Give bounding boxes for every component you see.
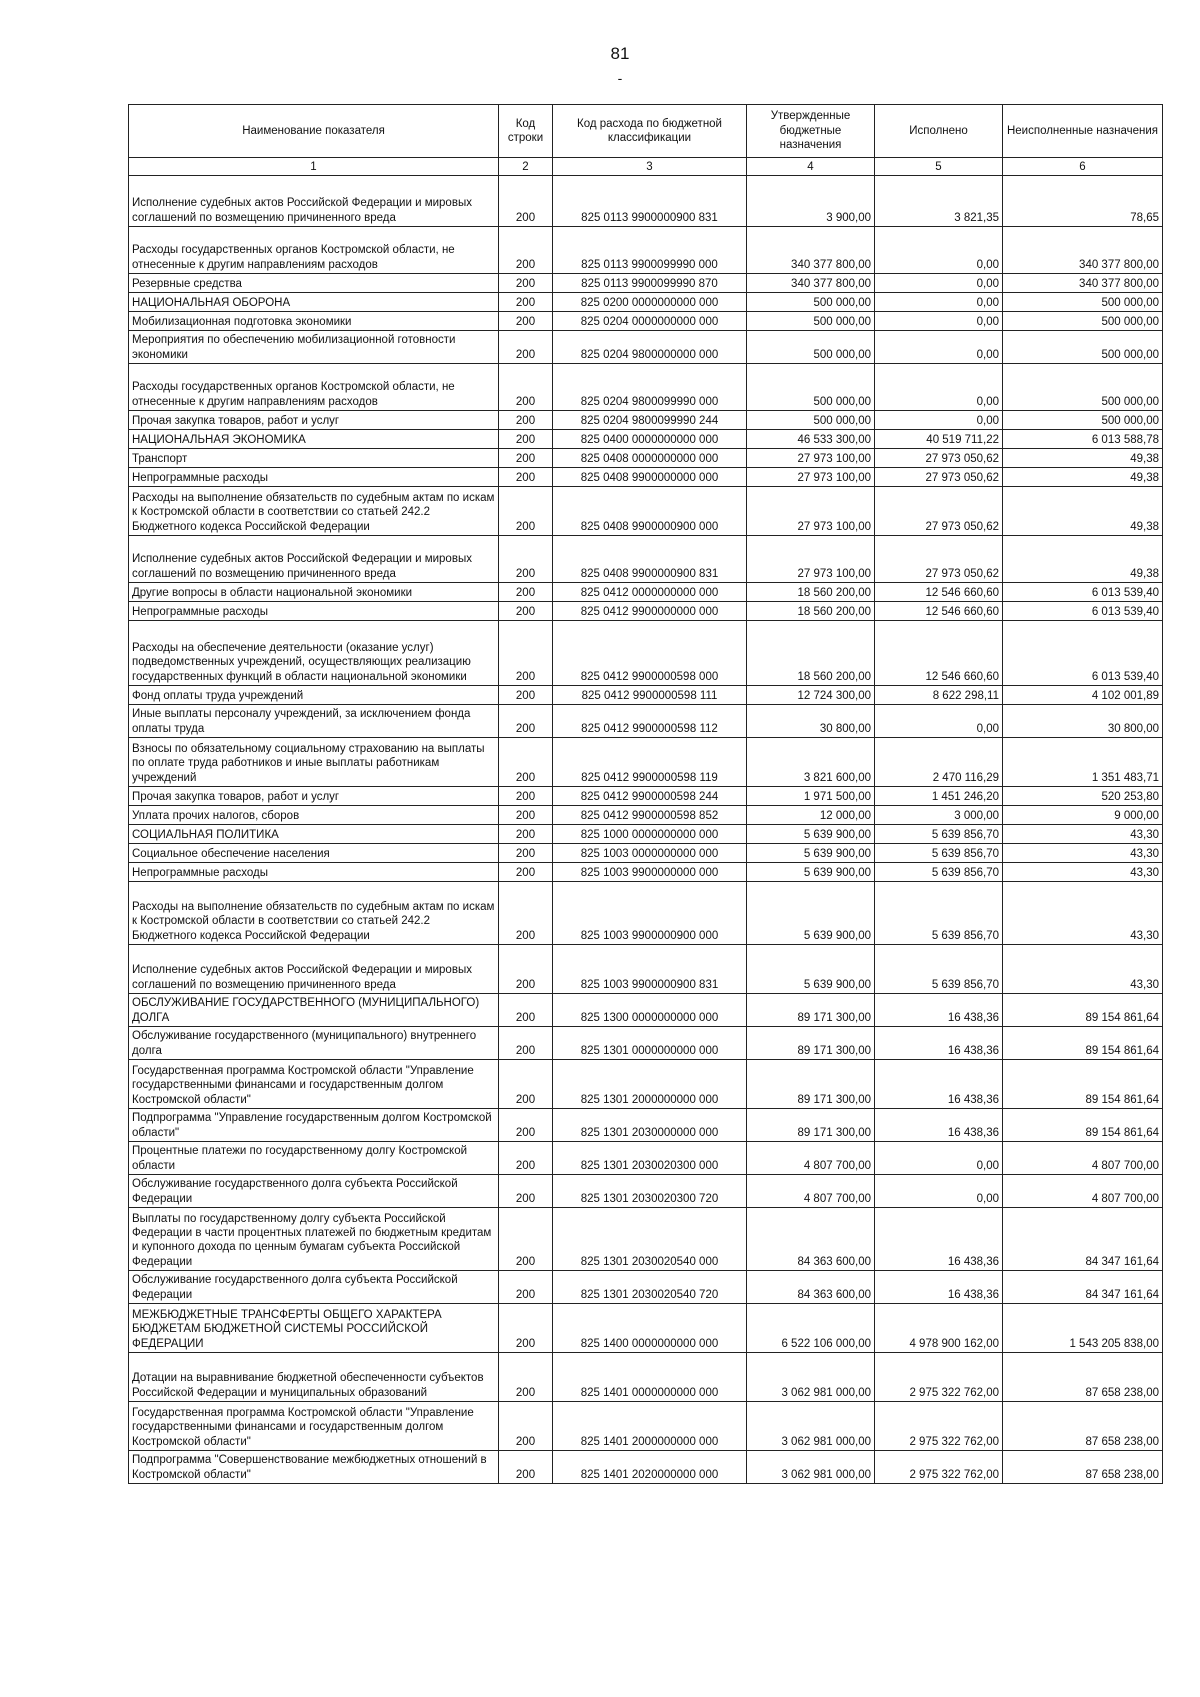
row-expense-code: 825 0400 0000000000 000 — [553, 430, 747, 449]
table-row — [129, 882, 1163, 945]
row-approved: 5 639 900,00 — [747, 882, 875, 945]
row-line-code: 200 — [499, 1060, 553, 1109]
row-executed: 4 978 900 162,00 — [875, 1304, 1003, 1353]
row-expense-code: 825 1301 2030020540 720 — [553, 1271, 747, 1304]
row-indicator-name: Исполнение судебных актов Российской Федерации и мировых соглашений по возмещению причиненного вреда — [129, 536, 499, 583]
row-approved: 27 973 100,00 — [747, 468, 875, 487]
row-line-code: 200 — [499, 738, 553, 787]
column-number: 5 — [875, 158, 1003, 176]
row-indicator-name: МЕЖБЮДЖЕТНЫЕ ТРАНСФЕРТЫ ОБЩЕГО ХАРАКТЕРА БЮДЖЕТАМ БЮДЖЕТНОЙ СИСТЕМЫ РОССИЙСКОЙ ФЕДЕРАЦИИ — [129, 1304, 499, 1353]
row-approved: 18 560 200,00 — [747, 583, 875, 602]
table-row — [129, 411, 1163, 430]
page-dash: - — [617, 70, 623, 86]
row-executed: 16 438,36 — [875, 1271, 1003, 1304]
row-line-code: 200 — [499, 1271, 553, 1304]
row-unexecuted: 43,30 — [1003, 844, 1163, 863]
row-executed: 5 639 856,70 — [875, 825, 1003, 844]
row-line-code: 200 — [499, 686, 553, 705]
row-expense-code: 825 1003 9900000900 000 — [553, 882, 747, 945]
row-approved: 500 000,00 — [747, 312, 875, 331]
row-expense-code: 825 0412 9900000598 111 — [553, 686, 747, 705]
header-executed: Исполнено — [875, 105, 1003, 158]
row-approved: 3 821 600,00 — [747, 738, 875, 787]
row-unexecuted: 1 351 483,71 — [1003, 738, 1163, 787]
row-indicator-name: Прочая закупка товаров, работ и услуг — [129, 411, 499, 430]
row-indicator-name: Мобилизационная подготовка экономики — [129, 312, 499, 331]
row-approved: 5 639 900,00 — [747, 825, 875, 844]
row-expense-code: 825 1401 2000000000 000 — [553, 1402, 747, 1451]
row-line-code: 200 — [499, 825, 553, 844]
row-executed: 27 973 050,62 — [875, 449, 1003, 468]
row-unexecuted: 87 658 238,00 — [1003, 1353, 1163, 1402]
header-unexecuted: Неисполненные назначения — [1003, 105, 1163, 158]
row-executed: 0,00 — [875, 274, 1003, 293]
row-unexecuted: 6 013 539,40 — [1003, 621, 1163, 686]
table-row — [129, 1304, 1163, 1353]
row-line-code: 200 — [499, 364, 553, 411]
table-row — [129, 825, 1163, 844]
row-approved: 4 807 700,00 — [747, 1142, 875, 1175]
row-line-code: 200 — [499, 945, 553, 994]
row-executed: 2 975 322 762,00 — [875, 1451, 1003, 1484]
row-indicator-name: Выплаты по государственному долгу субъекта Российской Федерации в части процентных платежей по бюджетным кредитам и купонного дохода по ценным бумагам субъекта Российской Федерации — [129, 1208, 499, 1271]
row-expense-code: 825 1000 0000000000 000 — [553, 825, 747, 844]
row-unexecuted: 49,38 — [1003, 487, 1163, 536]
row-line-code: 200 — [499, 602, 553, 621]
row-approved: 30 800,00 — [747, 705, 875, 738]
row-indicator-name: Государственная программа Костромской области "Управление государственными финансами и государственным долгом Костромской области" — [129, 1060, 499, 1109]
table-row — [129, 787, 1163, 806]
table-row — [129, 583, 1163, 602]
column-number: 4 — [747, 158, 875, 176]
row-approved: 27 973 100,00 — [747, 536, 875, 583]
row-expense-code: 825 1003 9900000900 831 — [553, 945, 747, 994]
table-row — [129, 1142, 1163, 1175]
row-line-code: 200 — [499, 430, 553, 449]
row-executed: 27 973 050,62 — [875, 487, 1003, 536]
row-approved: 500 000,00 — [747, 293, 875, 312]
row-executed: 5 639 856,70 — [875, 863, 1003, 882]
row-line-code: 200 — [499, 994, 553, 1027]
row-unexecuted: 89 154 861,64 — [1003, 1109, 1163, 1142]
row-indicator-name: Иные выплаты персоналу учреждений, за исключением фонда оплаты труда — [129, 705, 499, 738]
row-line-code: 200 — [499, 1402, 553, 1451]
row-line-code: 200 — [499, 705, 553, 738]
row-indicator-name: Процентные платежи по государственному долгу Костромской области — [129, 1142, 499, 1175]
table-body — [129, 176, 1163, 1484]
row-approved: 18 560 200,00 — [747, 621, 875, 686]
row-approved: 84 363 600,00 — [747, 1208, 875, 1271]
row-indicator-name: Взносы по обязательному социальному страхованию на выплаты по оплате труда работников и иные выплаты работникам учреждений — [129, 738, 499, 787]
row-executed: 1 451 246,20 — [875, 787, 1003, 806]
row-indicator-name: Государственная программа Костромской области "Управление государственными финансами и государственным долгом Костромской области" — [129, 1402, 499, 1451]
row-expense-code: 825 0408 9900000900 831 — [553, 536, 747, 583]
row-executed: 5 639 856,70 — [875, 882, 1003, 945]
row-line-code: 200 — [499, 621, 553, 686]
row-executed: 0,00 — [875, 293, 1003, 312]
row-executed: 8 622 298,11 — [875, 686, 1003, 705]
table-row — [129, 468, 1163, 487]
row-unexecuted: 4 807 700,00 — [1003, 1175, 1163, 1208]
row-approved: 340 377 800,00 — [747, 227, 875, 274]
row-approved: 89 171 300,00 — [747, 994, 875, 1027]
header-approved: Утвержденные бюджетные назначения — [747, 105, 875, 158]
row-expense-code: 825 1301 2000000000 000 — [553, 1060, 747, 1109]
row-unexecuted: 43,30 — [1003, 882, 1163, 945]
row-executed: 0,00 — [875, 1142, 1003, 1175]
row-executed: 16 438,36 — [875, 1208, 1003, 1271]
row-expense-code: 825 1401 0000000000 000 — [553, 1353, 747, 1402]
header-expense-code: Код расхода по бюджетной классификации — [553, 105, 747, 158]
row-line-code: 200 — [499, 312, 553, 331]
row-indicator-name: НАЦИОНАЛЬНАЯ ОБОРОНА — [129, 293, 499, 312]
row-executed: 16 438,36 — [875, 1060, 1003, 1109]
table-row — [129, 536, 1163, 583]
row-unexecuted: 4 102 001,89 — [1003, 686, 1163, 705]
column-number: 6 — [1003, 158, 1163, 176]
table-row — [129, 1451, 1163, 1484]
budget-execution-table — [128, 104, 1163, 1484]
row-executed: 27 973 050,62 — [875, 536, 1003, 583]
row-expense-code: 825 1301 2030020300 720 — [553, 1175, 747, 1208]
table-row — [129, 1027, 1163, 1060]
column-number: 2 — [499, 158, 553, 176]
row-executed: 0,00 — [875, 364, 1003, 411]
row-indicator-name: Транспорт — [129, 449, 499, 468]
table-row — [129, 312, 1163, 331]
row-executed: 0,00 — [875, 227, 1003, 274]
row-unexecuted: 500 000,00 — [1003, 293, 1163, 312]
table-row — [129, 1109, 1163, 1142]
row-approved: 3 062 981 000,00 — [747, 1451, 875, 1484]
row-unexecuted: 500 000,00 — [1003, 364, 1163, 411]
header-line-code: Код строки — [499, 105, 553, 158]
row-expense-code: 825 0408 0000000000 000 — [553, 449, 747, 468]
row-expense-code: 825 0204 9800099990 000 — [553, 364, 747, 411]
row-indicator-name: Обслуживание государственного долга субъекта Российской Федерации — [129, 1271, 499, 1304]
row-line-code: 200 — [499, 1142, 553, 1175]
row-unexecuted: 6 013 588,78 — [1003, 430, 1163, 449]
row-executed: 2 470 116,29 — [875, 738, 1003, 787]
row-unexecuted: 49,38 — [1003, 468, 1163, 487]
column-number: 3 — [553, 158, 747, 176]
row-indicator-name: Непрограммные расходы — [129, 468, 499, 487]
row-expense-code: 825 1401 2020000000 000 — [553, 1451, 747, 1484]
table-row — [129, 621, 1163, 686]
row-expense-code: 825 0412 9900000598 244 — [553, 787, 747, 806]
table-row — [129, 1271, 1163, 1304]
row-expense-code: 825 1003 0000000000 000 — [553, 844, 747, 863]
row-approved: 1 971 500,00 — [747, 787, 875, 806]
row-expense-code: 825 0113 9900099990 870 — [553, 274, 747, 293]
table-row — [129, 1175, 1163, 1208]
row-approved: 12 000,00 — [747, 806, 875, 825]
row-expense-code: 825 0204 9800099990 244 — [553, 411, 747, 430]
row-approved: 84 363 600,00 — [747, 1271, 875, 1304]
row-executed: 0,00 — [875, 312, 1003, 331]
row-expense-code: 825 1003 9900000000 000 — [553, 863, 747, 882]
row-indicator-name: Исполнение судебных актов Российской Федерации и мировых соглашений по возмещению причиненного вреда — [129, 945, 499, 994]
row-approved: 5 639 900,00 — [747, 844, 875, 863]
row-indicator-name: Расходы государственных органов Костромской области, не отнесенные к другим направлениям расходов — [129, 364, 499, 411]
row-line-code: 200 — [499, 882, 553, 945]
row-expense-code: 825 0408 9900000900 000 — [553, 487, 747, 536]
row-line-code: 200 — [499, 1451, 553, 1484]
row-unexecuted: 43,30 — [1003, 825, 1163, 844]
row-executed: 3 821,35 — [875, 176, 1003, 227]
row-approved: 3 062 981 000,00 — [747, 1402, 875, 1451]
row-unexecuted: 89 154 861,64 — [1003, 994, 1163, 1027]
row-indicator-name: Непрограммные расходы — [129, 863, 499, 882]
row-expense-code: 825 0204 9800000000 000 — [553, 331, 747, 364]
table-row — [129, 364, 1163, 411]
row-approved: 89 171 300,00 — [747, 1060, 875, 1109]
row-approved: 5 639 900,00 — [747, 863, 875, 882]
row-executed: 12 546 660,60 — [875, 621, 1003, 686]
row-line-code: 200 — [499, 487, 553, 536]
table-row — [129, 1208, 1163, 1271]
row-expense-code: 825 0412 0000000000 000 — [553, 583, 747, 602]
row-line-code: 200 — [499, 1109, 553, 1142]
table-row — [129, 945, 1163, 994]
row-unexecuted: 43,30 — [1003, 863, 1163, 882]
row-approved: 500 000,00 — [747, 411, 875, 430]
row-indicator-name: Обслуживание государственного (муниципального) внутреннего долга — [129, 1027, 499, 1060]
row-unexecuted: 87 658 238,00 — [1003, 1402, 1163, 1451]
row-line-code: 200 — [499, 806, 553, 825]
row-line-code: 200 — [499, 449, 553, 468]
row-approved: 46 533 300,00 — [747, 430, 875, 449]
row-indicator-name: Социальное обеспечение населения — [129, 844, 499, 863]
row-indicator-name: Расходы на обеспечение деятельности (оказание услуг) подведомственных учреждений, осуществляющих реализацию государственных функций в области национальной экономики — [129, 621, 499, 686]
row-executed: 16 438,36 — [875, 1109, 1003, 1142]
row-executed: 3 000,00 — [875, 806, 1003, 825]
row-unexecuted: 9 000,00 — [1003, 806, 1163, 825]
row-line-code: 200 — [499, 863, 553, 882]
row-executed: 16 438,36 — [875, 994, 1003, 1027]
table-row — [129, 705, 1163, 738]
row-executed: 16 438,36 — [875, 1027, 1003, 1060]
row-line-code: 200 — [499, 1353, 553, 1402]
row-indicator-name: НАЦИОНАЛЬНАЯ ЭКОНОМИКА — [129, 430, 499, 449]
table-row — [129, 430, 1163, 449]
row-approved: 5 639 900,00 — [747, 945, 875, 994]
row-expense-code: 825 0412 9900000000 000 — [553, 602, 747, 621]
row-executed: 0,00 — [875, 1175, 1003, 1208]
row-approved: 18 560 200,00 — [747, 602, 875, 621]
row-indicator-name: Уплата прочих налогов, сборов — [129, 806, 499, 825]
row-expense-code: 825 0412 9900000598 112 — [553, 705, 747, 738]
row-unexecuted: 6 013 539,40 — [1003, 583, 1163, 602]
row-expense-code: 825 0412 9900000598 000 — [553, 621, 747, 686]
row-approved: 89 171 300,00 — [747, 1109, 875, 1142]
table-row — [129, 602, 1163, 621]
row-indicator-name: Расходы государственных органов Костромской области, не отнесенные к другим направлениям расходов — [129, 227, 499, 274]
row-line-code: 200 — [499, 1208, 553, 1271]
row-unexecuted: 520 253,80 — [1003, 787, 1163, 806]
row-approved: 3 900,00 — [747, 176, 875, 227]
row-unexecuted: 43,30 — [1003, 945, 1163, 994]
row-executed: 5 639 856,70 — [875, 945, 1003, 994]
row-line-code: 200 — [499, 274, 553, 293]
row-expense-code: 825 1301 2030000000 000 — [553, 1109, 747, 1142]
row-unexecuted: 1 543 205 838,00 — [1003, 1304, 1163, 1353]
row-approved: 6 522 106 000,00 — [747, 1304, 875, 1353]
row-expense-code: 825 1400 0000000000 000 — [553, 1304, 747, 1353]
row-line-code: 200 — [499, 787, 553, 806]
row-expense-code: 825 0412 9900000598 852 — [553, 806, 747, 825]
row-line-code: 200 — [499, 1175, 553, 1208]
row-line-code: 200 — [499, 176, 553, 227]
table-row — [129, 1353, 1163, 1402]
row-indicator-name: Мероприятия по обеспечению мобилизационной готовности экономики — [129, 331, 499, 364]
row-executed: 0,00 — [875, 705, 1003, 738]
row-expense-code: 825 0204 0000000000 000 — [553, 312, 747, 331]
row-unexecuted: 49,38 — [1003, 449, 1163, 468]
row-unexecuted: 6 013 539,40 — [1003, 602, 1163, 621]
table-row — [129, 176, 1163, 227]
row-unexecuted: 340 377 800,00 — [1003, 227, 1163, 274]
row-unexecuted: 30 800,00 — [1003, 705, 1163, 738]
table-row — [129, 487, 1163, 536]
table-row — [129, 274, 1163, 293]
row-expense-code: 825 1301 0000000000 000 — [553, 1027, 747, 1060]
header-row — [129, 105, 1163, 158]
table-row — [129, 331, 1163, 364]
page-number: 81 — [610, 44, 630, 63]
row-executed: 0,00 — [875, 411, 1003, 430]
row-unexecuted: 500 000,00 — [1003, 411, 1163, 430]
table-row — [129, 449, 1163, 468]
row-approved: 12 724 300,00 — [747, 686, 875, 705]
row-unexecuted: 87 658 238,00 — [1003, 1451, 1163, 1484]
row-line-code: 200 — [499, 227, 553, 274]
row-line-code: 200 — [499, 536, 553, 583]
row-indicator-name: Подпрограмма "Совершенствование межбюджетных отношений в Костромской области" — [129, 1451, 499, 1484]
row-line-code: 200 — [499, 844, 553, 863]
table-row — [129, 844, 1163, 863]
row-indicator-name: Фонд оплаты труда учреждений — [129, 686, 499, 705]
row-indicator-name: ОБСЛУЖИВАНИЕ ГОСУДАРСТВЕННОГО (МУНИЦИПАЛЬНОГО) ДОЛГА — [129, 994, 499, 1027]
row-line-code: 200 — [499, 468, 553, 487]
row-executed: 12 546 660,60 — [875, 583, 1003, 602]
row-unexecuted: 340 377 800,00 — [1003, 274, 1163, 293]
row-approved: 3 062 981 000,00 — [747, 1353, 875, 1402]
row-expense-code: 825 1300 0000000000 000 — [553, 994, 747, 1027]
row-executed: 40 519 711,22 — [875, 430, 1003, 449]
row-indicator-name: Расходы на выполнение обязательств по судебным актам по искам к Костромской области в соответствии со статьей 242.2 Бюджетного кодекса Российской Федерации — [129, 882, 499, 945]
row-indicator-name: Обслуживание государственного долга субъекта Российской Федерации — [129, 1175, 499, 1208]
row-executed: 27 973 050,62 — [875, 468, 1003, 487]
row-executed: 0,00 — [875, 331, 1003, 364]
row-indicator-name: Подпрограмма "Управление государственным долгом Костромской области" — [129, 1109, 499, 1142]
row-indicator-name: Дотации на выравнивание бюджетной обеспеченности субъектов Российской Федерации и муниципальных образований — [129, 1353, 499, 1402]
table-row — [129, 863, 1163, 882]
row-unexecuted: 84 347 161,64 — [1003, 1271, 1163, 1304]
row-indicator-name: Исполнение судебных актов Российской Федерации и мировых соглашений по возмещению причиненного вреда — [129, 176, 499, 227]
header-indicator-name: Наименование показателя — [129, 105, 499, 158]
table-row — [129, 1060, 1163, 1109]
table-row — [129, 1402, 1163, 1451]
row-executed: 5 639 856,70 — [875, 844, 1003, 863]
row-line-code: 200 — [499, 293, 553, 312]
row-executed: 2 975 322 762,00 — [875, 1353, 1003, 1402]
row-unexecuted: 89 154 861,64 — [1003, 1027, 1163, 1060]
row-line-code: 200 — [499, 331, 553, 364]
table-row — [129, 994, 1163, 1027]
row-indicator-name: СОЦИАЛЬНАЯ ПОЛИТИКА — [129, 825, 499, 844]
row-approved: 340 377 800,00 — [747, 274, 875, 293]
row-unexecuted: 89 154 861,64 — [1003, 1060, 1163, 1109]
row-expense-code: 825 0113 9900099990 000 — [553, 227, 747, 274]
row-expense-code: 825 1301 2030020540 000 — [553, 1208, 747, 1271]
table-row — [129, 738, 1163, 787]
row-expense-code: 825 0412 9900000598 119 — [553, 738, 747, 787]
table-row — [129, 293, 1163, 312]
row-unexecuted: 49,38 — [1003, 536, 1163, 583]
row-indicator-name: Расходы на выполнение обязательств по судебным актам по искам к Костромской области в соответствии со статьей 242.2 Бюджетного кодекса Российской Федерации — [129, 487, 499, 536]
row-approved: 500 000,00 — [747, 331, 875, 364]
row-expense-code: 825 1301 2030020300 000 — [553, 1142, 747, 1175]
row-indicator-name: Другие вопросы в области национальной экономики — [129, 583, 499, 602]
row-approved: 89 171 300,00 — [747, 1027, 875, 1060]
row-expense-code: 825 0113 9900000900 831 — [553, 176, 747, 227]
column-number-row — [129, 158, 1163, 176]
row-approved: 27 973 100,00 — [747, 449, 875, 468]
row-approved: 27 973 100,00 — [747, 487, 875, 536]
table-row — [129, 806, 1163, 825]
table-row — [129, 686, 1163, 705]
row-unexecuted: 4 807 700,00 — [1003, 1142, 1163, 1175]
row-line-code: 200 — [499, 1027, 553, 1060]
row-executed: 2 975 322 762,00 — [875, 1402, 1003, 1451]
row-indicator-name: Непрограммные расходы — [129, 602, 499, 621]
row-approved: 500 000,00 — [747, 364, 875, 411]
row-unexecuted: 500 000,00 — [1003, 312, 1163, 331]
row-indicator-name: Прочая закупка товаров, работ и услуг — [129, 787, 499, 806]
row-line-code: 200 — [499, 1304, 553, 1353]
row-approved: 4 807 700,00 — [747, 1175, 875, 1208]
table-row — [129, 227, 1163, 274]
row-executed: 12 546 660,60 — [875, 602, 1003, 621]
row-line-code: 200 — [499, 583, 553, 602]
row-indicator-name: Резервные средства — [129, 274, 499, 293]
row-unexecuted: 500 000,00 — [1003, 331, 1163, 364]
row-unexecuted: 84 347 161,64 — [1003, 1208, 1163, 1271]
row-unexecuted: 78,65 — [1003, 176, 1163, 227]
column-number: 1 — [129, 158, 499, 176]
row-expense-code: 825 0408 9900000000 000 — [553, 468, 747, 487]
row-line-code: 200 — [499, 411, 553, 430]
row-expense-code: 825 0200 0000000000 000 — [553, 293, 747, 312]
